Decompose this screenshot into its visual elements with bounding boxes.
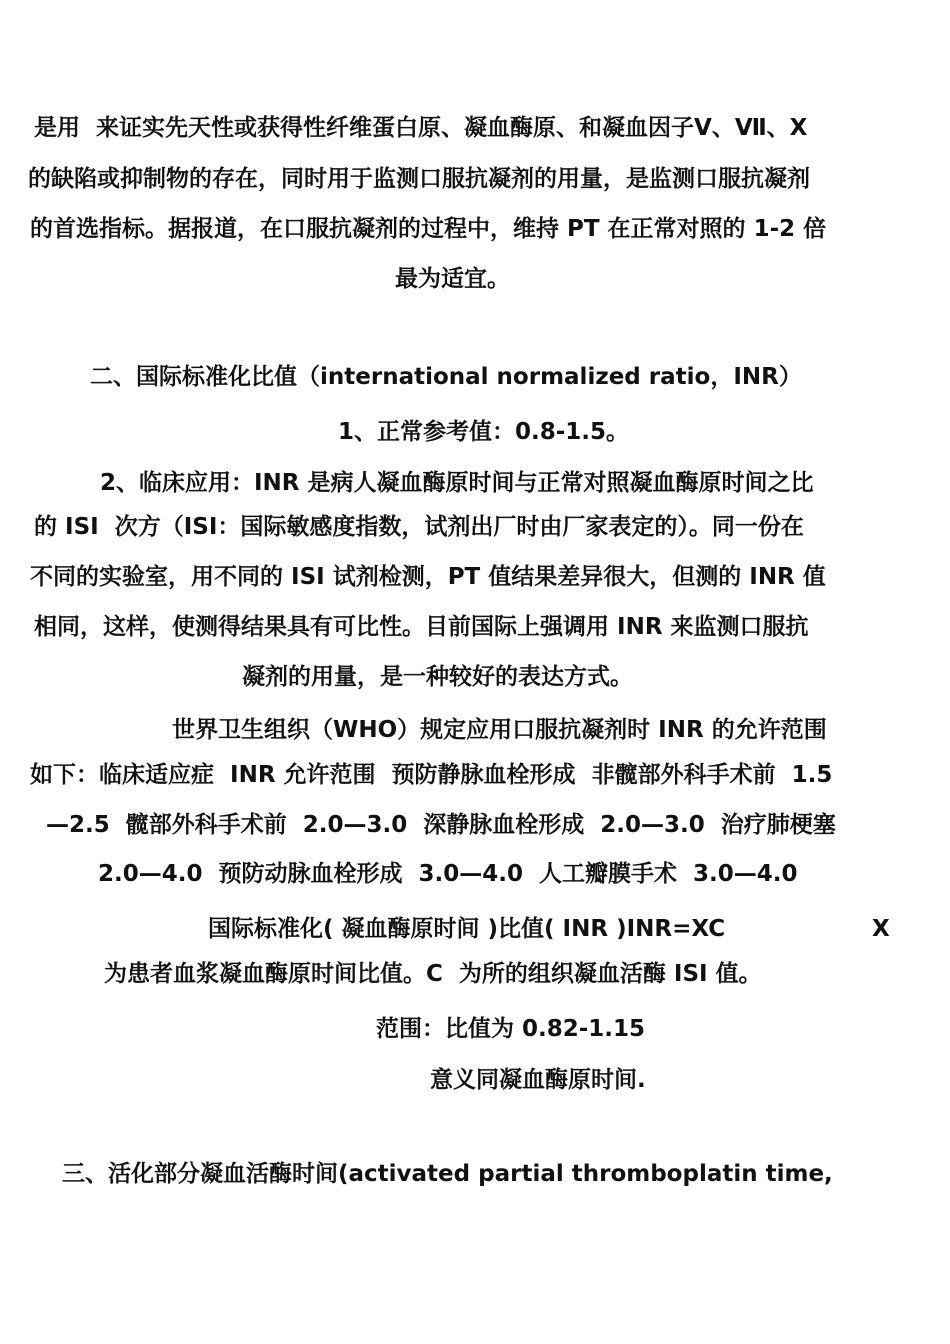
clinical-use-line-1: 2、临床应用：INR 是病人凝血酶原时间与正常对照凝血酶原时间之比: [100, 470, 814, 496]
clinical-use-line-5: 凝剂的用量，是一种较好的表达方式。: [242, 664, 633, 690]
clinical-significance: 意义同凝血酶原时间.: [430, 1067, 646, 1093]
inr-formula-variable-x: X: [872, 916, 890, 942]
ratio-range: 范围：比值为 0.82-1.15: [376, 1016, 646, 1042]
who-line-3: —2.5 髋部外科手术前 2.0—3.0 深静脉血栓形成 2.0—3.0 治疗肺梗塞: [46, 812, 836, 838]
section-2-heading: 二、国际标准化比值（international normalized ratio，INR）: [90, 364, 802, 390]
normal-reference-value: 1、正常参考值：0.8-1.5。: [338, 419, 630, 445]
who-line-1: 世界卫生组织（WHO）规定应用口服抗凝剂时 INR 的允许范围: [172, 717, 827, 743]
pt-paragraph-line-4: 最为适宜。: [395, 266, 510, 292]
pt-paragraph-line-1: 是用 来证实先天性或获得性纤维蛋白原、凝血酶原、和凝血因子Ⅴ、Ⅶ、Ⅹ: [34, 115, 808, 141]
inr-formula-line-2: 为患者血浆凝血酶原时间比值。C 为所的组织凝血活酶 ISI 值。: [104, 961, 762, 987]
clinical-use-line-4: 相同，这样，使测得结果具有可比性。目前国际上强调用 INR 来监测口服抗: [34, 614, 809, 640]
pt-paragraph-line-3: 的首选指标。据报道，在口服抗凝剂的过程中，维持 PT 在正常对照的 1-2 倍: [30, 216, 827, 242]
who-line-2: 如下：临床适应症 INR 允许范围 预防静脉血栓形成 非髋部外科手术前 1.5: [30, 762, 833, 788]
who-line-4: 2.0—4.0 预防动脉血栓形成 3.0—4.0 人工瓣膜手术 3.0—4.0: [98, 861, 798, 887]
section-3-heading: 三、活化部分凝血活酶时间(activated partial thromboplatin time,: [62, 1161, 833, 1187]
pt-paragraph-line-2: 的缺陷或抑制物的存在，同时用于监测口服抗凝剂的用量，是监测口服抗凝剂: [28, 166, 810, 192]
clinical-use-line-3: 不同的实验室，用不同的 ISI 试剂检测，PT 值结果差异很大，但测的 INR 值: [30, 564, 826, 590]
clinical-use-line-2: 的 ISI 次方（ISI：国际敏感度指数，试剂出厂时由厂家表定的）。同一份在: [34, 514, 804, 540]
inr-formula-line-1: 国际标准化( 凝血酶原时间 )比值( INR )INR=XC: [208, 916, 726, 942]
